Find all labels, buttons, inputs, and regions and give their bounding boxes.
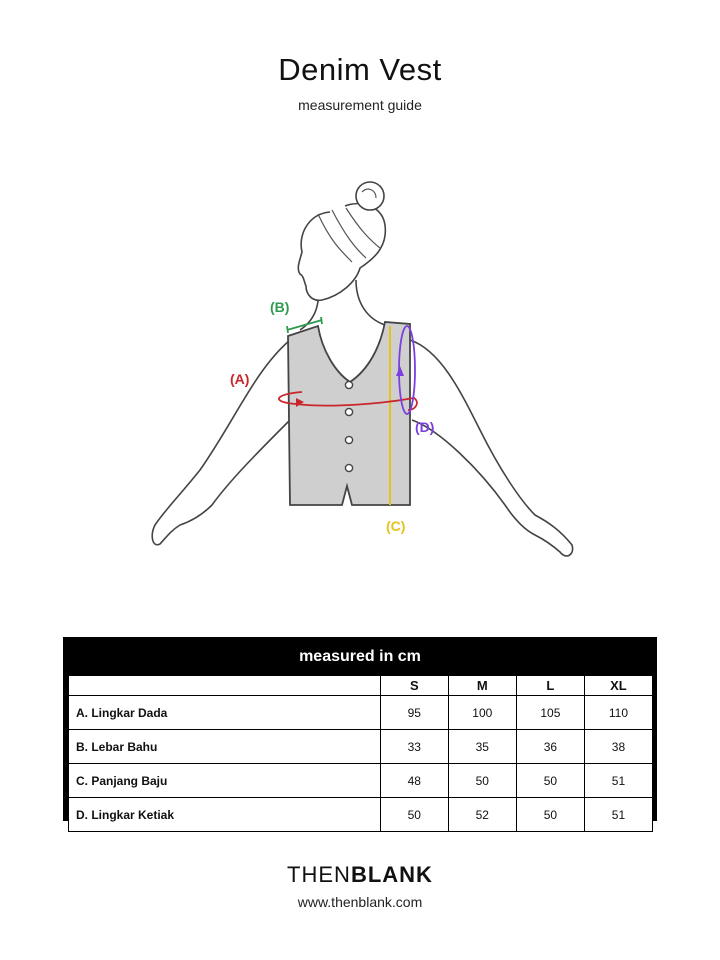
table-row (69, 798, 653, 832)
cell-value: 50 (380, 798, 448, 832)
table-header-row (69, 676, 653, 696)
vest-button (345, 381, 352, 388)
page-subtitle: measurement guide (298, 97, 422, 113)
table-caption: measured in cm (299, 648, 421, 665)
size-table (63, 637, 657, 821)
cell-value: 36 (516, 730, 584, 764)
cell-value: 50 (516, 798, 584, 832)
brand-logo (0, 862, 720, 888)
cell-value: 50 (448, 764, 516, 798)
vest-button (345, 436, 352, 443)
cell-value: 110 (584, 696, 652, 730)
cell-value: 51 (584, 764, 652, 798)
page-title: Denim Vest (278, 52, 442, 87)
hair-bun (356, 182, 384, 210)
row-label: D. Lingkar Ketiak (69, 798, 381, 832)
header-l: L (516, 676, 584, 696)
cell-value: 105 (516, 696, 584, 730)
label-c: (C) (386, 518, 406, 534)
cell-value: 100 (448, 696, 516, 730)
header-xl: XL (584, 676, 652, 696)
row-label: C. Panjang Baju (69, 764, 381, 798)
row-label: A. Lingkar Dada (69, 696, 381, 730)
website-url: www.thenblank.com (297, 894, 423, 910)
cell-value: 51 (584, 798, 652, 832)
right-arm (410, 340, 573, 556)
left-arm (152, 340, 290, 545)
brand-light: THEN (287, 862, 351, 887)
size-chart (68, 675, 653, 832)
cell-value: 50 (516, 764, 584, 798)
header-s: S (380, 676, 448, 696)
label-b: (B) (270, 299, 290, 315)
cell-value: 38 (584, 730, 652, 764)
row-label: B. Lebar Bahu (69, 730, 381, 764)
header-empty (69, 676, 381, 696)
label-a: (A) (230, 371, 250, 387)
vest-button (345, 464, 352, 471)
table-row (69, 730, 653, 764)
cell-value: 33 (380, 730, 448, 764)
header-m: M (448, 676, 516, 696)
cell-value: 52 (448, 798, 516, 832)
vest-measurement-illustration (0, 140, 720, 580)
label-d: (D) (415, 419, 435, 435)
table-row (69, 764, 653, 798)
vest-button (345, 408, 352, 415)
cell-value: 35 (448, 730, 516, 764)
table-row (69, 696, 653, 730)
brand-bold: BLANK (350, 862, 433, 887)
cell-value: 95 (380, 696, 448, 730)
cell-value: 48 (380, 764, 448, 798)
